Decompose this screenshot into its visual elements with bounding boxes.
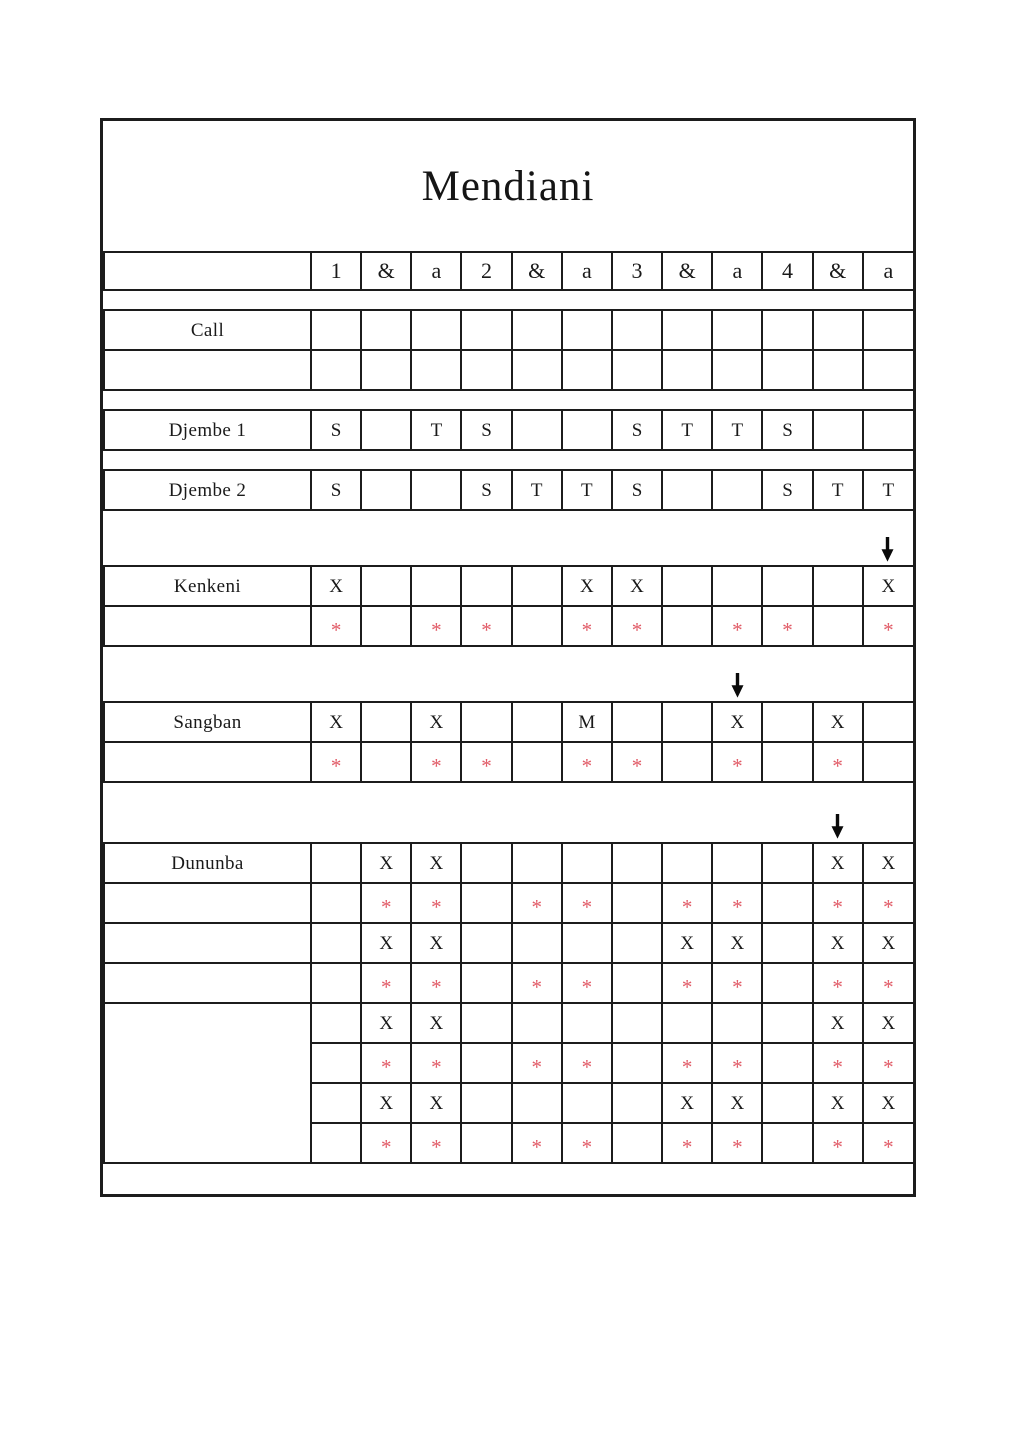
beat-cell: X — [712, 1083, 762, 1123]
bell-cell: * — [361, 1043, 411, 1083]
beat-cell — [712, 350, 762, 390]
empty-label-area — [104, 1003, 311, 1163]
beat-cell — [662, 470, 712, 510]
beat-cell: M — [562, 702, 612, 742]
bell-cell — [612, 1123, 662, 1163]
beat-cell — [311, 350, 361, 390]
beat-cell: X — [411, 1083, 461, 1123]
bell-cell: * — [813, 742, 863, 782]
beat-cell — [461, 843, 511, 883]
part-label-dununba: Dununba — [104, 843, 311, 883]
dununba-row-2 — [104, 883, 913, 923]
beat-cell: T — [813, 470, 863, 510]
beat-cell — [562, 843, 612, 883]
beat-cell — [813, 410, 863, 450]
beat-cell: T — [512, 470, 562, 510]
beat-cell — [461, 350, 511, 390]
beat-cell — [361, 566, 411, 606]
beat-cell — [863, 410, 913, 450]
arrow-spacer-row — [104, 646, 913, 702]
bell-cell — [762, 963, 812, 1003]
beat-header-row — [104, 252, 913, 290]
notation-sheet — [100, 118, 916, 1197]
sangban-bell-row — [104, 742, 913, 782]
bell-cell: * — [612, 606, 662, 646]
beat-header-cell: 3 — [612, 252, 662, 290]
bell-cell: * — [863, 883, 913, 923]
beat-cell: T — [863, 470, 913, 510]
bell-cell: * — [562, 963, 612, 1003]
beat-cell: S — [311, 410, 361, 450]
call-row-2 — [104, 350, 913, 390]
empty-label-cell — [104, 606, 311, 646]
bell-cell — [461, 883, 511, 923]
bell-cell: * — [411, 883, 461, 923]
call-row-1 — [104, 310, 913, 350]
beat-cell — [612, 1003, 662, 1043]
beat-cell: X — [411, 702, 461, 742]
arrow-spacer-row — [104, 510, 913, 566]
title-block — [103, 121, 913, 251]
bell-cell: * — [512, 883, 562, 923]
beat-cell — [662, 1003, 712, 1043]
beat-cell — [612, 843, 662, 883]
beat-cell — [762, 843, 812, 883]
beat-header-cell: 1 — [311, 252, 361, 290]
beat-cell — [311, 1083, 361, 1123]
beat-cell: S — [612, 410, 662, 450]
empty-label-cell — [104, 350, 311, 390]
bell-cell: * — [411, 606, 461, 646]
beat-cell — [762, 310, 812, 350]
beat-cell — [562, 350, 612, 390]
bell-cell: * — [712, 883, 762, 923]
beat-cell: X — [863, 1003, 913, 1043]
part-label-call: Call — [104, 310, 311, 350]
beat-cell — [612, 350, 662, 390]
bell-cell: * — [813, 1123, 863, 1163]
beat-cell: S — [612, 470, 662, 510]
beat-cell — [411, 310, 461, 350]
bell-cell: * — [813, 883, 863, 923]
beat-cell — [311, 923, 361, 963]
arrow-track — [104, 814, 913, 842]
beat-cell — [813, 310, 863, 350]
dununba-row-1 — [104, 843, 913, 883]
beat-cell — [612, 310, 662, 350]
beat-cell: X — [411, 843, 461, 883]
spacer — [104, 510, 913, 566]
bell-cell: * — [512, 1043, 562, 1083]
kenkeni-hits-row — [104, 566, 913, 606]
beat-cell: X — [411, 1003, 461, 1043]
bell-cell — [762, 883, 812, 923]
dununba-row-4 — [104, 963, 913, 1003]
beat-cell — [361, 310, 411, 350]
bell-cell: * — [712, 963, 762, 1003]
beat-cell: X — [813, 1003, 863, 1043]
bell-cell: * — [461, 606, 511, 646]
beat-cell — [461, 566, 511, 606]
beat-cell — [863, 310, 913, 350]
bell-cell — [461, 1123, 511, 1163]
part-label-djembe1: Djembe 1 — [104, 410, 311, 450]
beat-cell: T — [562, 470, 612, 510]
beat-cell — [461, 1003, 511, 1043]
beat-cell — [562, 1083, 612, 1123]
beat-cell — [461, 310, 511, 350]
beat-cell: X — [562, 566, 612, 606]
bell-cell — [612, 883, 662, 923]
bell-cell: * — [863, 1123, 913, 1163]
bell-cell: * — [461, 742, 511, 782]
bell-cell: * — [311, 742, 361, 782]
bell-cell: * — [562, 883, 612, 923]
beat-cell — [461, 702, 511, 742]
part-label-sangban: Sangban — [104, 702, 311, 742]
beat-cell — [712, 310, 762, 350]
bell-cell — [361, 606, 411, 646]
spacer-row — [104, 390, 913, 410]
dununba-row-5 — [104, 1003, 913, 1043]
bell-cell: * — [813, 963, 863, 1003]
bell-cell: * — [512, 1123, 562, 1163]
spacer — [104, 290, 913, 310]
bell-cell: * — [662, 883, 712, 923]
bell-cell: * — [512, 963, 562, 1003]
beat-header-cell: & — [361, 252, 411, 290]
page-title: Mendiani — [421, 162, 595, 210]
bell-cell: * — [712, 1043, 762, 1083]
beat-cell: T — [662, 410, 712, 450]
djembe1-row — [104, 410, 913, 450]
arrow-track — [104, 673, 913, 701]
beat-cell: X — [813, 843, 863, 883]
beat-cell: X — [813, 702, 863, 742]
beat-cell: X — [361, 1083, 411, 1123]
beat-cell — [712, 1003, 762, 1043]
beat-cell — [712, 470, 762, 510]
bell-cell: * — [863, 1043, 913, 1083]
beat-header-cell: 2 — [461, 252, 511, 290]
beat-cell — [361, 350, 411, 390]
down-arrow-icon — [881, 537, 894, 562]
beat-cell: X — [813, 923, 863, 963]
arrow-spacer-row — [104, 782, 913, 843]
bell-cell — [662, 606, 712, 646]
beat-cell — [512, 843, 562, 883]
beat-cell — [712, 843, 762, 883]
bell-cell — [662, 742, 712, 782]
bell-cell — [311, 1043, 361, 1083]
beat-cell — [863, 702, 913, 742]
bell-cell — [863, 742, 913, 782]
bell-cell: * — [411, 1123, 461, 1163]
beat-cell: T — [411, 410, 461, 450]
bell-cell: * — [361, 963, 411, 1003]
arrow-track — [104, 537, 913, 565]
beat-cell — [512, 923, 562, 963]
beat-cell — [361, 470, 411, 510]
beat-cell — [662, 350, 712, 390]
bell-cell: * — [712, 1123, 762, 1163]
spacer — [104, 450, 913, 470]
beat-cell — [612, 1083, 662, 1123]
beat-header-cell: 4 — [762, 252, 812, 290]
beat-cell — [762, 702, 812, 742]
beat-header-cell: a — [712, 252, 762, 290]
beat-cell: X — [361, 843, 411, 883]
bell-cell — [813, 606, 863, 646]
beat-cell: S — [461, 410, 511, 450]
beat-cell — [612, 702, 662, 742]
bell-cell: * — [662, 1043, 712, 1083]
beat-cell — [612, 923, 662, 963]
beat-cell — [762, 566, 812, 606]
bell-cell — [311, 1123, 361, 1163]
spacer — [104, 782, 913, 843]
bell-cell: * — [562, 606, 612, 646]
beat-cell — [662, 566, 712, 606]
spacer — [104, 390, 913, 410]
beat-header-cell: a — [411, 252, 461, 290]
beat-cell: X — [311, 566, 361, 606]
kenkeni-bell-row — [104, 606, 913, 646]
dununba-row-3 — [104, 923, 913, 963]
bell-cell: * — [562, 742, 612, 782]
bell-cell — [461, 963, 511, 1003]
bell-cell: * — [562, 1123, 612, 1163]
beat-cell — [361, 702, 411, 742]
beat-cell: T — [712, 410, 762, 450]
beat-cell — [512, 410, 562, 450]
beat-cell — [562, 310, 612, 350]
bell-cell: * — [562, 1043, 612, 1083]
beat-cell — [461, 923, 511, 963]
beat-cell: X — [612, 566, 662, 606]
beat-cell — [512, 702, 562, 742]
bell-cell: * — [662, 1123, 712, 1163]
header-label-cell — [104, 252, 311, 290]
beat-cell — [311, 310, 361, 350]
beat-cell — [311, 843, 361, 883]
bell-cell: * — [411, 742, 461, 782]
bell-cell: * — [813, 1043, 863, 1083]
beat-cell — [411, 470, 461, 510]
beat-cell: X — [311, 702, 361, 742]
bell-cell: * — [762, 606, 812, 646]
beat-cell — [562, 410, 612, 450]
beat-cell: X — [361, 1003, 411, 1043]
bell-cell — [512, 742, 562, 782]
beat-cell — [512, 310, 562, 350]
beat-cell: S — [311, 470, 361, 510]
beat-cell: S — [461, 470, 511, 510]
beat-cell — [863, 350, 913, 390]
bell-cell: * — [863, 963, 913, 1003]
beat-header-cell: & — [813, 252, 863, 290]
bell-cell — [361, 742, 411, 782]
beat-cell — [461, 1083, 511, 1123]
beat-header-cell: a — [562, 252, 612, 290]
bell-cell — [311, 963, 361, 1003]
bell-cell — [762, 1043, 812, 1083]
bell-cell: * — [612, 742, 662, 782]
bell-cell: * — [712, 742, 762, 782]
beat-cell — [361, 410, 411, 450]
beat-cell — [311, 1003, 361, 1043]
beat-cell: X — [863, 843, 913, 883]
bell-cell — [762, 742, 812, 782]
bell-cell: * — [311, 606, 361, 646]
beat-cell: X — [411, 923, 461, 963]
bell-cell — [612, 1043, 662, 1083]
down-arrow-icon — [731, 673, 744, 698]
beat-cell: X — [863, 566, 913, 606]
beat-cell — [562, 1003, 612, 1043]
beat-cell: X — [712, 702, 762, 742]
djembe2-row — [104, 470, 913, 510]
bell-cell: * — [411, 1043, 461, 1083]
bell-cell: * — [361, 883, 411, 923]
bell-cell: * — [863, 606, 913, 646]
beat-header-cell: & — [512, 252, 562, 290]
empty-label-cell — [104, 923, 311, 963]
beat-cell — [411, 566, 461, 606]
beat-cell: X — [712, 923, 762, 963]
beat-cell — [762, 923, 812, 963]
bell-cell: * — [411, 963, 461, 1003]
beat-cell — [562, 923, 612, 963]
empty-label-cell — [104, 883, 311, 923]
beat-cell — [762, 1003, 812, 1043]
bell-cell: * — [712, 606, 762, 646]
beat-cell — [512, 1003, 562, 1043]
beat-header-cell: a — [863, 252, 913, 290]
beat-cell: X — [662, 1083, 712, 1123]
beat-cell — [762, 1083, 812, 1123]
beat-cell — [411, 350, 461, 390]
part-label-kenkeni: Kenkeni — [104, 566, 311, 606]
bell-cell: * — [361, 1123, 411, 1163]
bell-cell — [512, 606, 562, 646]
empty-label-cell — [104, 963, 311, 1003]
beat-cell: S — [762, 470, 812, 510]
beat-cell — [813, 566, 863, 606]
beat-cell — [512, 566, 562, 606]
beat-cell — [762, 350, 812, 390]
beat-cell: X — [662, 923, 712, 963]
beat-cell — [662, 843, 712, 883]
bell-cell: * — [662, 963, 712, 1003]
beat-cell: X — [361, 923, 411, 963]
bell-cell — [612, 963, 662, 1003]
beat-cell — [512, 1083, 562, 1123]
beat-cell: S — [762, 410, 812, 450]
beat-cell — [712, 566, 762, 606]
beat-cell: X — [863, 1083, 913, 1123]
down-arrow-icon — [831, 814, 844, 839]
bell-cell — [762, 1123, 812, 1163]
bell-cell — [311, 883, 361, 923]
bell-cell — [461, 1043, 511, 1083]
beat-header-cell: & — [662, 252, 712, 290]
beat-cell — [512, 350, 562, 390]
beat-cell: X — [813, 1083, 863, 1123]
beat-cell — [813, 350, 863, 390]
empty-label-cell — [104, 742, 311, 782]
spacer — [104, 646, 913, 702]
beat-cell — [662, 702, 712, 742]
beat-cell: X — [863, 923, 913, 963]
sangban-hits-row — [104, 702, 913, 742]
beat-cell — [662, 310, 712, 350]
spacer-row — [104, 290, 913, 310]
spacer-row — [104, 450, 913, 470]
part-label-djembe2: Djembe 2 — [104, 470, 311, 510]
notation-grid — [103, 251, 913, 1164]
